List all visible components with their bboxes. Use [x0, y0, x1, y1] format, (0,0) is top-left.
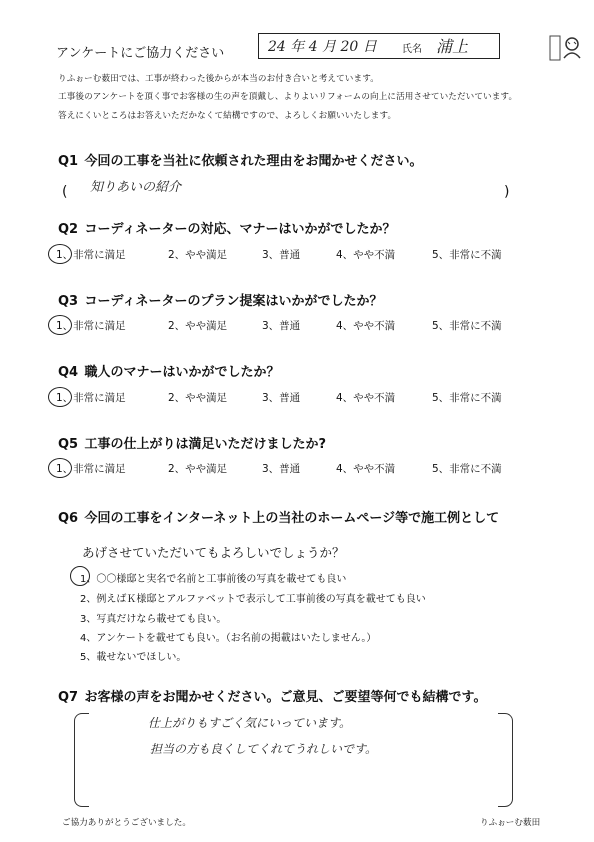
q6-number: Q6	[58, 511, 79, 526]
q3-choice-1: 1、非常に満足	[56, 320, 126, 332]
intro-line-1: りふぉーむ薮田では、工事が終わった後からが本当のお付き合いと考えています。	[58, 74, 379, 84]
q4-choice-5: 5、非常に不満	[432, 392, 502, 404]
q6-option-5: 5、載せないでほしい。	[80, 652, 187, 663]
q7-number: Q7	[58, 690, 79, 705]
q3-choice-4: 4、やや不満	[336, 320, 396, 332]
q4-choice-4: 4、やや不満	[336, 392, 396, 404]
q7-question	[58, 686, 487, 705]
q1-handwritten-answer: 知りあいの紹介	[90, 180, 182, 195]
q2-question	[58, 218, 396, 237]
company-logo-icon	[548, 30, 584, 66]
q3-choice-2: 2、やや満足	[168, 320, 228, 332]
q2-choice-5: 5、非常に不満	[432, 249, 502, 261]
q5-choice-1: 1、非常に満足	[56, 463, 126, 475]
survey-title: アンケートにご協力ください	[56, 46, 225, 61]
q5-choice-2: 2、やや満足	[168, 463, 228, 475]
q3-choice-5: 5、非常に不満	[432, 320, 502, 332]
q1-text: 今回の工事を当社に依頼された理由をお聞かせください。	[84, 154, 423, 169]
q2-choice-1: 1、非常に満足	[56, 249, 126, 261]
name-label: 氏名	[402, 44, 422, 55]
q3-number: Q3	[58, 294, 79, 309]
q7-text: お客様の声をお聞かせください。ご意見、ご要望等何でも結構です。	[84, 690, 487, 705]
q2-choice-2: 2、やや満足	[168, 249, 228, 261]
intro-line-2: 工事後のアンケートを頂く事でお客様の生の声を頂戴し、よりよいリフォームの向上に活用させていただいています。	[58, 92, 518, 102]
q2-text: コーディネーターの対応、マナーはいかがでしたか？	[84, 222, 396, 237]
q5-choice-3: 3、普通	[262, 463, 301, 475]
q6-text: 今回の工事をインターネット上の当社のホームページ等で施工例として	[84, 511, 500, 526]
q2-number: Q2	[58, 222, 79, 237]
q6-question	[58, 507, 499, 526]
q4-question	[58, 361, 280, 380]
q6-option-4: 4、アンケートを載せても良い。（お名前の掲載はいたしません。）	[80, 633, 377, 644]
q5-choice-5: 5、非常に不満	[432, 463, 502, 475]
q7-handwritten-line-2: 担当の方も良くしてくれてうれしいです。	[150, 742, 378, 756]
q5-number: Q5	[58, 437, 79, 452]
q7-handwritten-line-1: 仕上がりもすごく気にいっています。	[148, 716, 352, 730]
q1-question	[58, 150, 423, 169]
q4-text: 職人のマナーはいかがでしたか？	[84, 365, 280, 380]
q6-option-2: 2、例えばＫ様邸とアルファベットで表示して工事前後の写真を載せても良い	[80, 594, 426, 605]
q5-text: 工事の仕上がりは満足いただけましたか?	[84, 437, 327, 452]
q2-choice-4: 4、やや不満	[336, 249, 396, 261]
intro-line-3: 答えにくいところはお答えいただかなくて結構ですので、よろしくお願いいたします。	[58, 111, 397, 121]
q2-choice-3: 3、普通	[262, 249, 301, 261]
q1-number: Q1	[58, 154, 79, 169]
handwritten-date: 24 年 4 月 20 日	[268, 39, 377, 55]
q4-choice-2: 2、やや満足	[168, 392, 228, 404]
q1-paren-close: )	[504, 184, 510, 200]
q4-choice-3: 3、普通	[262, 392, 301, 404]
q5-choice-4: 4、やや不満	[336, 463, 396, 475]
footer-company: りふぉーむ薮田	[480, 818, 541, 828]
q7-answer-bracket-left	[74, 713, 89, 807]
q1-paren-open: (	[62, 184, 68, 200]
q5-question	[58, 433, 326, 452]
q6-option-3: 3、写真だけなら載せても良い。	[80, 614, 227, 625]
q3-text: コーディネーターのプラン提案はいかがでしたか？	[84, 294, 383, 309]
q4-number: Q4	[58, 365, 79, 380]
q6-text-line-2: あげさせていただいてもよろしいでしょうか？	[82, 545, 345, 560]
q3-question	[58, 290, 383, 309]
q6-option-1: 1、〇〇様邸と実名で名前と工事前後の写真を載せても良い	[80, 574, 347, 585]
handwritten-name: 浦上	[436, 37, 469, 56]
q7-answer-bracket-right	[498, 713, 513, 807]
footer-thanks: ご協力ありがとうございました。	[62, 818, 191, 828]
q3-choice-3: 3、普通	[262, 320, 301, 332]
q4-choice-1: 1、非常に満足	[56, 392, 126, 404]
